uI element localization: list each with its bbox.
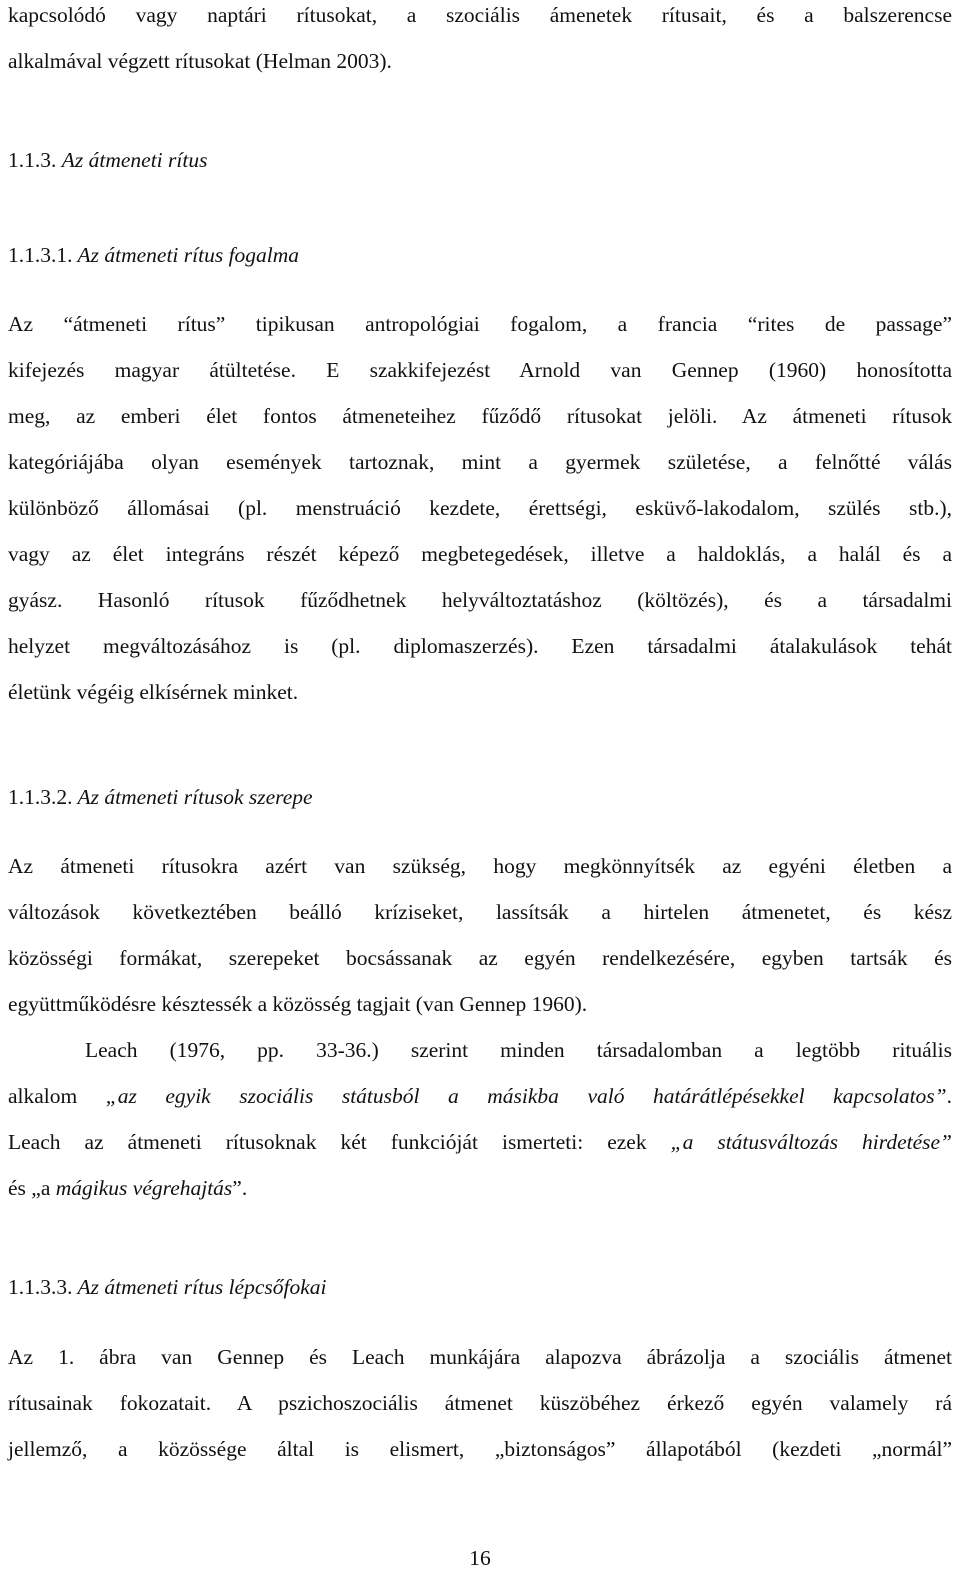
text-line: változások következtében beálló kríziseket, lassítsák a hirtelen átmenetet, és kész	[8, 900, 952, 924]
page-number: 16	[469, 1546, 491, 1570]
text-line: meg, az emberi élet fontos átmeneteihez fűződő rítusokat jelöli. Az átmeneti rítusok	[8, 404, 952, 428]
text-line: Az “átmeneti rítus” tipikusan antropológiai fogalom, a francia “rites de passage”	[8, 312, 952, 336]
heading-title: Az átmeneti rítusok szerepe	[77, 785, 313, 809]
text-line	[8, 1073, 952, 1119]
text-line: Az 1. ábra van Gennep és Leach munkájára alapozva ábrázolja a szociális átmenet	[8, 1345, 952, 1369]
text-run: Leach az átmeneti rítusoknak két funkcióját ismerteti: ezek	[8, 1130, 671, 1154]
text-run: és „a	[8, 1176, 56, 1200]
heading-1-1-3-1	[8, 232, 299, 278]
heading-title: Az átmeneti rítus lépcsőfokai	[77, 1275, 327, 1299]
quote-run: „a státusváltozás hirdetése”	[670, 1130, 952, 1154]
text-line: alkalmával végzett rítusokat (Helman 2003).	[8, 49, 392, 73]
heading-1-1-3	[8, 137, 207, 183]
quote-run: „az egyik szociális státusból a másikba való határátlépésekkel kapcsolatos”	[105, 1084, 947, 1108]
heading-number: 1.1.3.2.	[8, 785, 73, 809]
heading-1-1-3-3	[8, 1264, 327, 1310]
text-run: alkalom	[8, 1084, 106, 1108]
paragraph-lepcsofokai	[8, 1334, 952, 1472]
heading-number: 1.1.3.1.	[8, 243, 73, 267]
heading-number: 1.1.3.3.	[8, 1275, 73, 1299]
text-line: helyzet megváltozásához is (pl. diplomaszerzés). Ezen társadalmi átalakulások tehát	[8, 634, 952, 658]
text-line: együttműködésre késztessék a közösség tagjait (van Gennep 1960).	[8, 992, 588, 1016]
quote-run: mágikus végrehajtás	[55, 1176, 233, 1200]
text-line: különböző állomásai (pl. menstruáció kezdete, érettségi, esküvő-lakodalom, szülés stb.),	[8, 496, 952, 520]
intro-paragraph	[8, 0, 952, 84]
text-run: ”.	[232, 1176, 248, 1200]
text-line	[8, 1165, 952, 1211]
text-line: Leach (1976, pp. 33-36.) szerint minden társadalomban a legtöbb rituális	[85, 1038, 952, 1062]
paragraph-szerepe-2	[8, 1027, 952, 1211]
heading-1-1-3-2	[8, 774, 313, 820]
paragraph-szerepe-1	[8, 843, 952, 1027]
text-line: jellemző, a közössége által is elismert, „biztonságos” állapotából (kezdeti „normál”	[8, 1437, 952, 1461]
text-line	[8, 1119, 952, 1165]
heading-number: 1.1.3.	[8, 148, 57, 172]
paragraph-atmeneti-ritus-fogalma	[8, 301, 952, 715]
text-run: .	[946, 1084, 952, 1108]
text-line: gyász. Hasonló rítusok fűződhetnek helyváltoztatáshoz (költözés), és a társadalmi	[8, 588, 952, 612]
text-line: kapcsolódó vagy naptári rítusokat, a szociális ámenetek rítusait, és a balszerencse	[8, 3, 952, 27]
text-line: kategóriájába olyan események tartoznak, mint a gyermek születése, a felnőtté válás	[8, 450, 952, 474]
text-line: rítusainak fokozatait. A pszichoszociális átmenet küszöbéhez érkező egyén valamely rá	[8, 1391, 952, 1415]
text-line: kifejezés magyar átültetése. E szakkifejezést Arnold van Gennep (1960) honosította	[8, 358, 952, 382]
heading-title: Az átmeneti rítus	[61, 148, 208, 172]
text-line: életünk végéig elkísérnek minket.	[8, 680, 299, 704]
heading-title: Az átmeneti rítus fogalma	[77, 243, 300, 267]
text-line: vagy az élet integráns részét képező megbetegedések, illetve a haldoklás, a halál és a	[8, 542, 952, 566]
text-line: Az átmeneti rítusokra azért van szükség, hogy megkönnyítsék az egyéni életben a	[8, 854, 952, 878]
text-line: közösségi formákat, szerepeket bocsássanak az egyén rendelkezésére, egyben tartsák és	[8, 946, 952, 970]
